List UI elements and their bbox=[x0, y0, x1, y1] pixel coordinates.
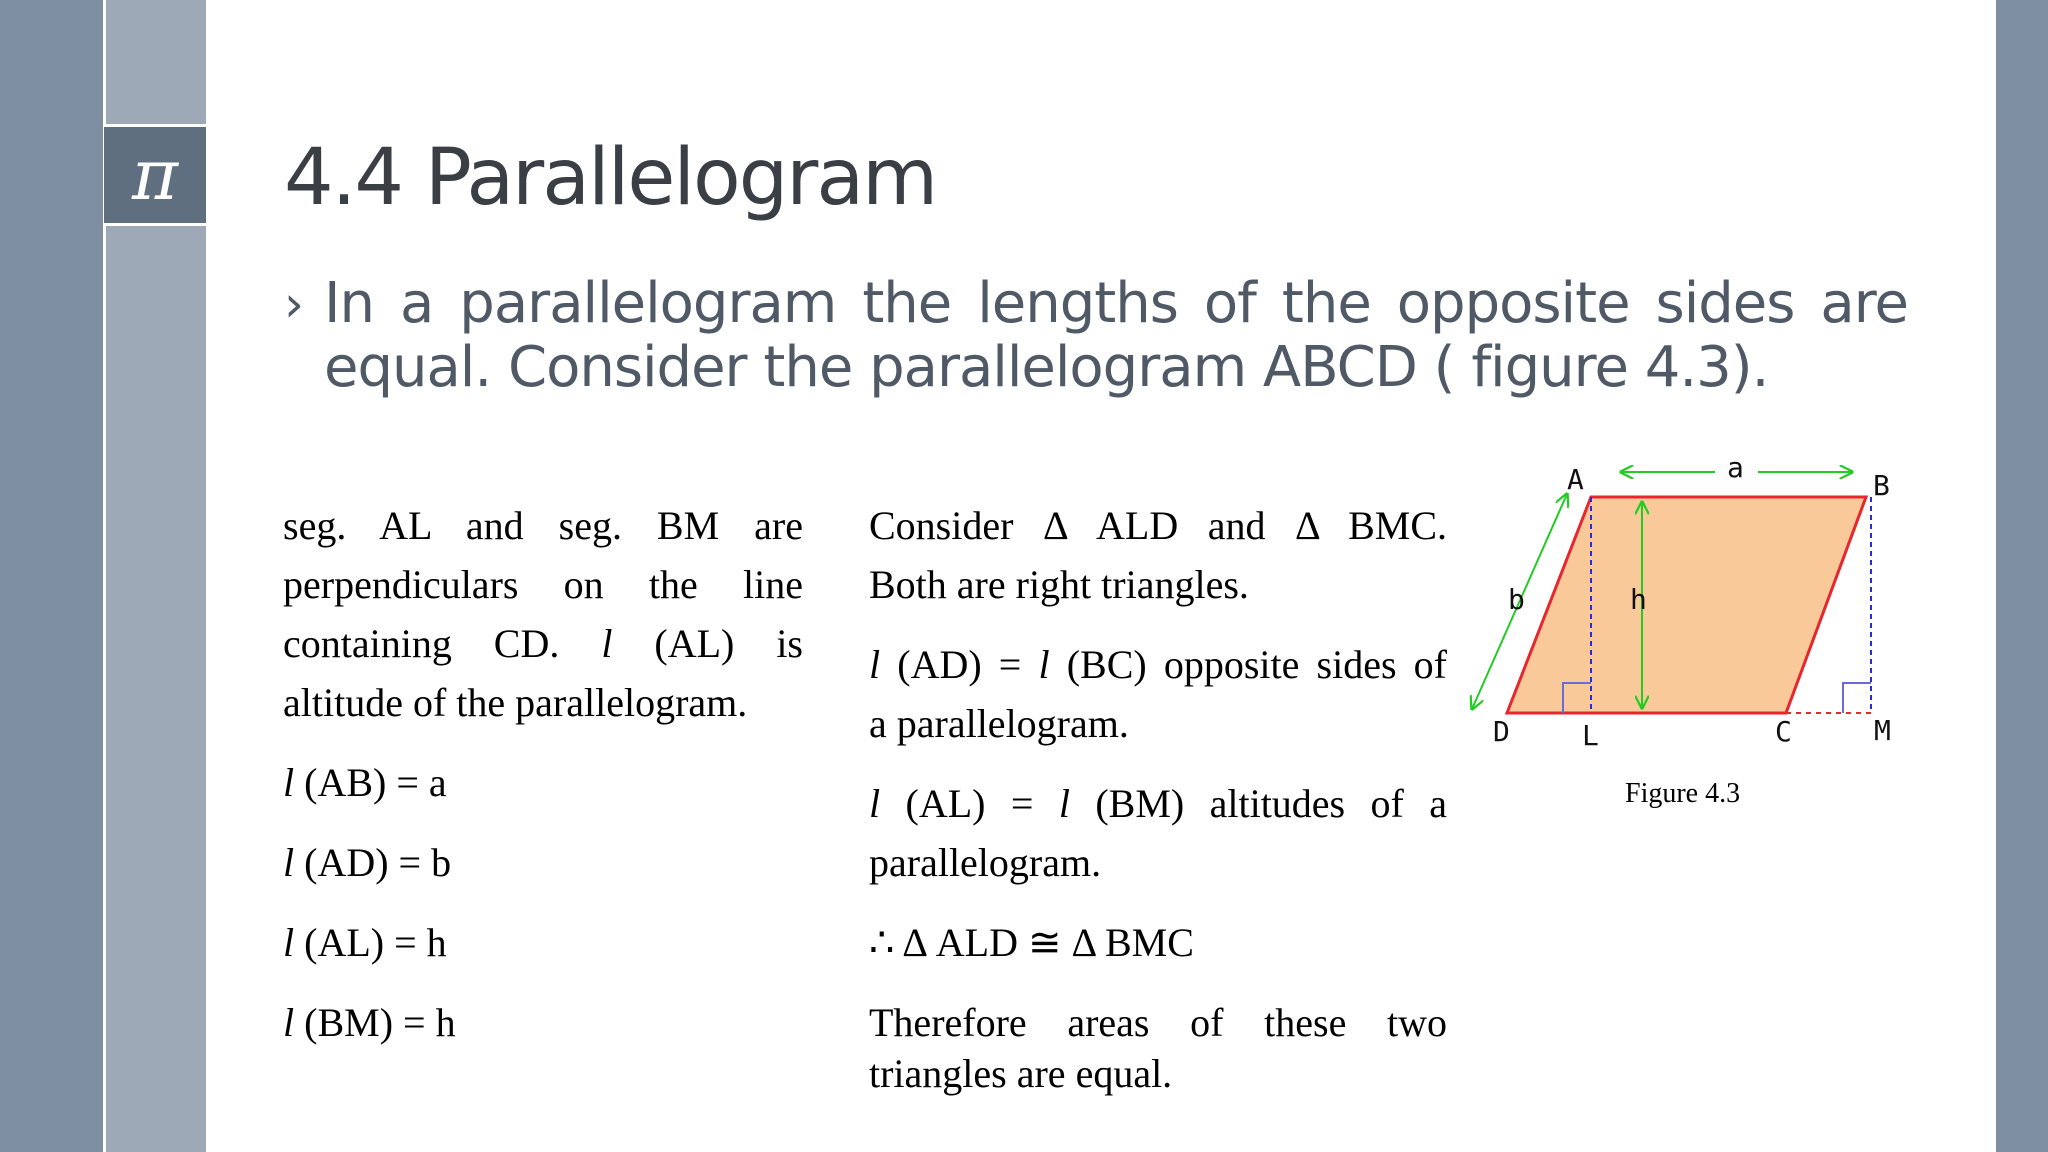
label-B: B bbox=[1873, 469, 1890, 502]
label-a: a bbox=[1727, 455, 1744, 484]
equation-al-text: (AL) = h bbox=[304, 920, 447, 965]
congruence-statement: ∴ Δ ALD ≅ Δ BMC bbox=[869, 920, 1194, 965]
l-symbol: l bbox=[283, 760, 295, 805]
consider-line-1: Consider Δ ALD and Δ BMC. bbox=[869, 503, 1447, 548]
sides-line-1-b: (AD) = bbox=[880, 642, 1039, 687]
l-symbol: l bbox=[283, 1000, 295, 1045]
l-symbol: l bbox=[1058, 781, 1070, 826]
equation-bm-text: (BM) = h bbox=[304, 1000, 456, 1045]
right-angle-m bbox=[1843, 683, 1871, 713]
altitudes-line-1 bbox=[869, 774, 1447, 833]
label-L: L bbox=[1582, 719, 1599, 752]
consider-line-2: Both are right triangles. bbox=[869, 562, 1249, 607]
therefore-line-1: Therefore areas of these two bbox=[869, 1000, 1447, 1045]
intro-line-3 bbox=[283, 614, 803, 673]
l-symbol: l bbox=[869, 642, 881, 687]
therefore-line-2: triangles are equal. bbox=[869, 1051, 1173, 1096]
pi-icon bbox=[104, 124, 206, 226]
equation-ab-text: (AB) = a bbox=[304, 760, 447, 805]
label-D: D bbox=[1493, 715, 1510, 748]
sides-line-1 bbox=[869, 635, 1447, 694]
label-M: M bbox=[1874, 714, 1891, 747]
bullet-text: In a parallelogram the lengths of the opposite sides are equal. Consider the parallelogram ABCD ( figure 4.3). bbox=[324, 271, 1908, 400]
altitudes-line-2: parallelogram. bbox=[869, 840, 1102, 885]
slide-title: 4.4 Parallelogram bbox=[284, 133, 937, 223]
right-text-column bbox=[869, 496, 1447, 1103]
intro-line-4: altitude of the parallelogram. bbox=[283, 680, 748, 725]
equation-ad bbox=[283, 833, 803, 892]
label-A: A bbox=[1567, 463, 1584, 496]
l-symbol: l bbox=[1038, 642, 1050, 687]
figure-caption: Figure 4.3 bbox=[1625, 778, 1741, 809]
equation-al bbox=[283, 913, 803, 972]
l-symbol: l bbox=[869, 781, 881, 826]
left-text-column bbox=[283, 496, 803, 1052]
intro-line-2: perpendiculars on the line bbox=[283, 562, 803, 607]
sides-line-2: a parallelogram. bbox=[869, 701, 1129, 746]
intro-line-3-b: (AL) is bbox=[612, 621, 803, 666]
sides-line-1-d: (BC) opposite sides of bbox=[1049, 642, 1447, 687]
altitudes-line-1-b: (AL) = bbox=[880, 781, 1059, 826]
l-symbol: l bbox=[283, 840, 295, 885]
l-symbol: l bbox=[283, 920, 295, 965]
right-band bbox=[1996, 0, 2048, 1152]
pi-glyph: π bbox=[131, 134, 178, 216]
label-h: h bbox=[1630, 583, 1647, 616]
altitudes-line-1-d: (BM) altitudes of a bbox=[1069, 781, 1447, 826]
parallelogram-shape bbox=[1507, 497, 1866, 713]
label-b: b bbox=[1508, 583, 1525, 616]
l-symbol: l bbox=[601, 621, 613, 666]
bullet-point bbox=[284, 272, 1908, 400]
parallelogram-figure bbox=[1460, 455, 1920, 755]
left-band-outer bbox=[0, 0, 103, 1152]
bullet-chevron-icon: › bbox=[284, 275, 304, 333]
equation-bm bbox=[283, 993, 803, 1052]
intro-line-1: seg. AL and seg. BM are bbox=[283, 503, 803, 548]
equation-ad-text: (AD) = b bbox=[304, 840, 452, 885]
intro-line-3-a: containing CD. bbox=[283, 621, 602, 666]
label-C: C bbox=[1775, 715, 1792, 748]
equation-ab bbox=[283, 753, 803, 812]
